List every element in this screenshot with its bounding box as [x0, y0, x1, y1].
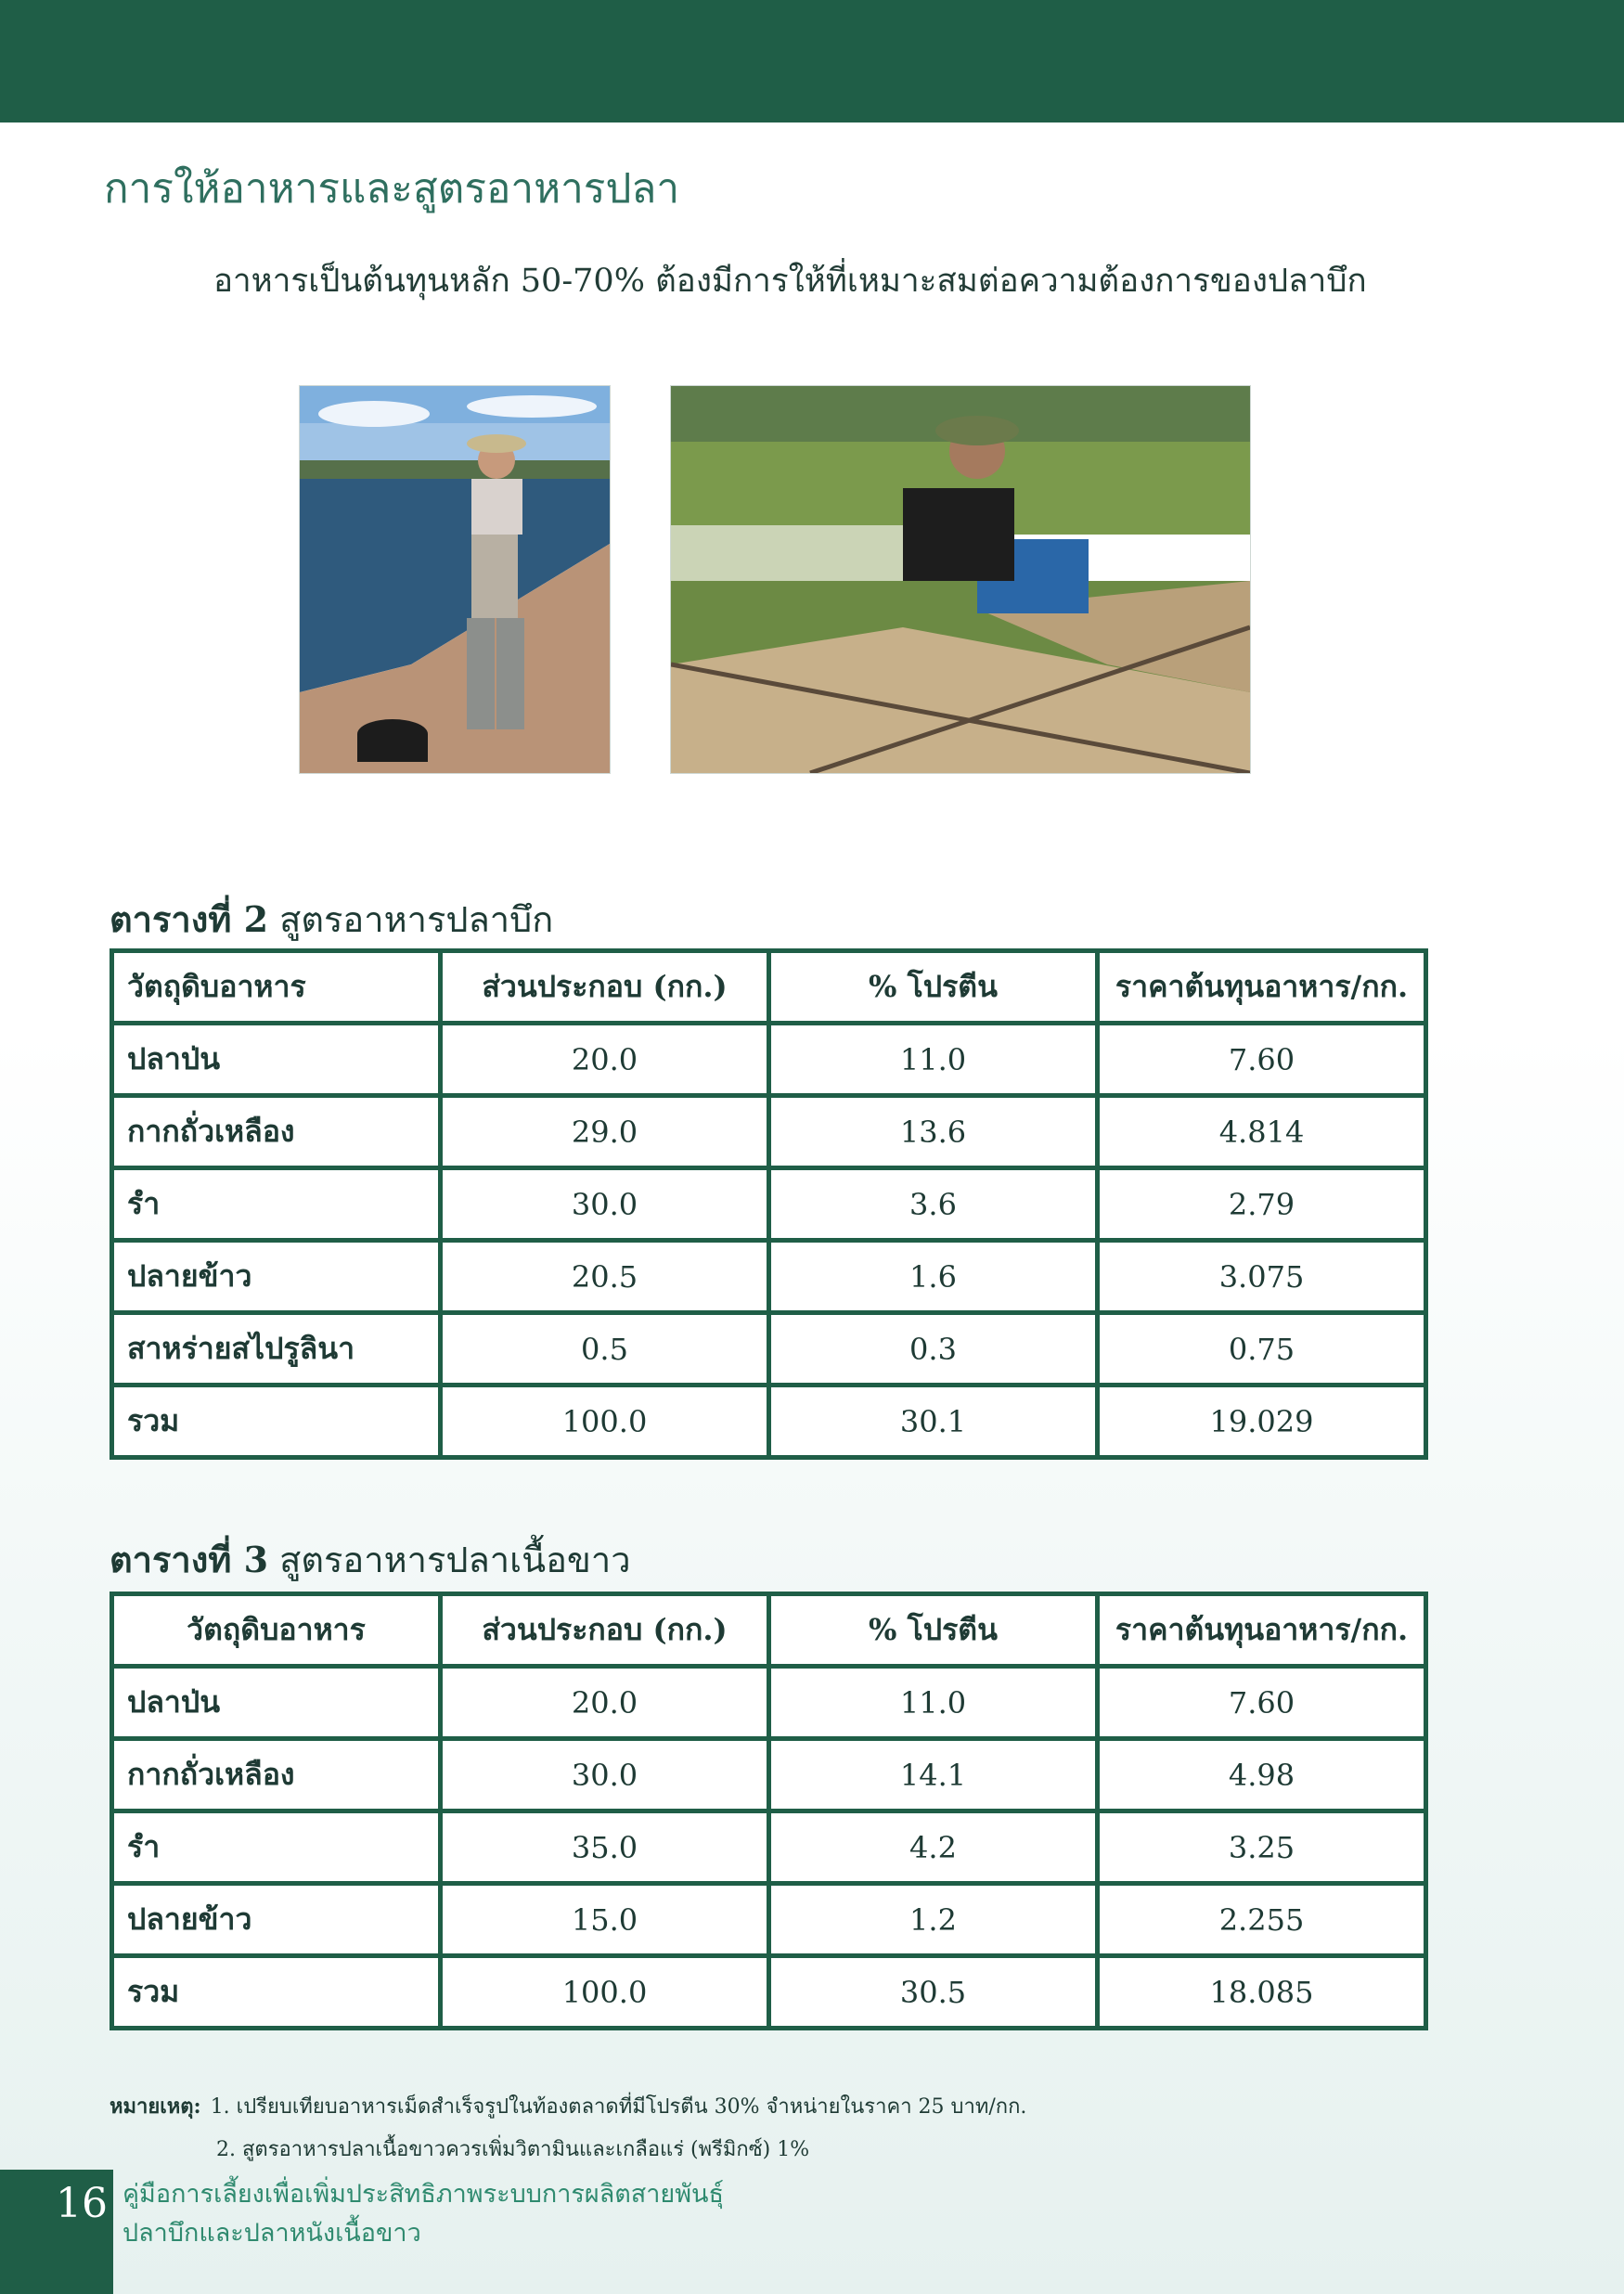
column-header: ส่วนประกอบ (กก.) — [441, 951, 769, 1024]
cost-cell: 2.255 — [1098, 1884, 1426, 1956]
footer-band — [0, 2236, 113, 2294]
cost-cell: 4.98 — [1098, 1739, 1426, 1811]
table-header-row — [112, 1594, 1426, 1667]
table-row — [112, 1313, 1426, 1385]
protein-cell: 3.6 — [769, 1168, 1098, 1241]
table3-caption-number: ตารางที่ 3 — [110, 1539, 269, 1580]
quantity-cell: 29.0 — [441, 1096, 769, 1168]
ingredient-cell: รำ — [112, 1811, 441, 1884]
protein-cell: 30.5 — [769, 1956, 1098, 2029]
intro-lead-text: อาหารเป็นต้นทุนหลัก 50-70% ต้องมีการให้ที่เหมาะสมต่อความต้องการของปลาบึก — [213, 263, 1367, 300]
table-row — [112, 1024, 1426, 1096]
ingredient-cell: ปลาป่น — [112, 1024, 441, 1096]
table-row — [112, 1884, 1426, 1956]
column-header: % โปรตีน — [769, 951, 1098, 1024]
table-row — [112, 1241, 1426, 1313]
table-total-row — [112, 1385, 1426, 1458]
note-text-1: 1. เปรียบเทียบอาหารเม็ดสำเร็จรูปในท้องตลาดที่มีโปรตีน 30% จำหน่ายในราคา 25 บาท/กก. — [210, 2095, 1027, 2119]
cost-cell: 3.075 — [1098, 1241, 1426, 1313]
quantity-cell: 35.0 — [441, 1811, 769, 1884]
protein-cell: 11.0 — [769, 1667, 1098, 1739]
quantity-cell: 30.0 — [441, 1168, 769, 1241]
column-header: % โปรตีน — [769, 1594, 1098, 1667]
footer-booklet-title — [122, 2175, 724, 2253]
table-row — [112, 1739, 1426, 1811]
man-drying-feed-photo — [670, 385, 1251, 774]
cost-cell: 19.029 — [1098, 1385, 1426, 1458]
ingredient-cell: สาหร่ายสไปรูลินา — [112, 1313, 441, 1385]
cost-cell: 2.79 — [1098, 1168, 1426, 1241]
quantity-cell: 20.5 — [441, 1241, 769, 1313]
quantity-cell: 15.0 — [441, 1884, 769, 1956]
table2-caption-text: สูตรอาหารปลาบึก — [279, 899, 554, 940]
quantity-cell: 100.0 — [441, 1385, 769, 1458]
table3-whitefish-feed — [110, 1592, 1428, 2030]
protein-cell: 0.3 — [769, 1313, 1098, 1385]
protein-cell: 4.2 — [769, 1811, 1098, 1884]
table-header-row — [112, 951, 1426, 1024]
ingredient-cell: กากถั่วเหลือง — [112, 1739, 441, 1811]
table-row — [112, 1096, 1426, 1168]
note-line-1 — [110, 2090, 1026, 2122]
column-header: วัตถุดิบอาหาร — [112, 951, 441, 1024]
column-header: ส่วนประกอบ (กก.) — [441, 1594, 769, 1667]
footer-line-1: คู่มือการเลี้ยงเพื่อเพิ่มประสิทธิภาพระบบการผลิตสายพันธุ์ — [122, 2180, 724, 2209]
table2-caption-number: ตารางที่ 2 — [110, 898, 269, 940]
quantity-cell: 0.5 — [441, 1313, 769, 1385]
ingredient-cell: รำ — [112, 1168, 441, 1241]
table3-caption-text: สูตรอาหารปลาเนื้อขาว — [279, 1540, 631, 1580]
cost-cell: 0.75 — [1098, 1313, 1426, 1385]
note-text-2: 2. สูตรอาหารปลาเนื้อขาวควรเพิ่มวิตามินและเกลือแร่ (พรีมิกซ์) 1% — [216, 2138, 810, 2161]
cost-cell: 7.60 — [1098, 1667, 1426, 1739]
page-number: 16 — [0, 2170, 113, 2236]
table-total-row — [112, 1956, 1426, 2029]
cost-cell: 7.60 — [1098, 1024, 1426, 1096]
cost-cell: 4.814 — [1098, 1096, 1426, 1168]
column-header: ราคาต้นทุนอาหาร/กก. — [1098, 951, 1426, 1024]
table3-caption — [110, 1531, 631, 1588]
cost-cell: 3.25 — [1098, 1811, 1426, 1884]
table-row — [112, 1811, 1426, 1884]
table2-caption — [110, 891, 553, 947]
ingredient-cell: ปลายข้าว — [112, 1884, 441, 1956]
quantity-cell: 30.0 — [441, 1739, 769, 1811]
ingredient-cell: ปลายข้าว — [112, 1241, 441, 1313]
section-title: การให้อาหารและสูตรอาหารปลา — [104, 165, 680, 213]
protein-cell: 13.6 — [769, 1096, 1098, 1168]
quantity-cell: 100.0 — [441, 1956, 769, 2029]
man-feeding-pond-photo — [299, 385, 611, 774]
protein-cell: 1.6 — [769, 1241, 1098, 1313]
table-row — [112, 1667, 1426, 1739]
protein-cell: 30.1 — [769, 1385, 1098, 1458]
column-header: วัตถุดิบอาหาร — [112, 1594, 441, 1667]
ingredient-cell: ปลาป่น — [112, 1667, 441, 1739]
protein-cell: 1.2 — [769, 1884, 1098, 1956]
ingredient-cell: รวม — [112, 1385, 441, 1458]
protein-cell: 14.1 — [769, 1739, 1098, 1811]
ingredient-cell: กากถั่วเหลือง — [112, 1096, 441, 1168]
protein-cell: 11.0 — [769, 1024, 1098, 1096]
quantity-cell: 20.0 — [441, 1667, 769, 1739]
quantity-cell: 20.0 — [441, 1024, 769, 1096]
column-header: ราคาต้นทุนอาหาร/กก. — [1098, 1594, 1426, 1667]
ingredient-cell: รวม — [112, 1956, 441, 2029]
table-row — [112, 1168, 1426, 1241]
note-label: หมายเหตุ: — [110, 2094, 201, 2119]
table2-catfish-feed — [110, 948, 1428, 1460]
footer-line-2: ปลาบึกและปลาหนังเนื้อขาว — [122, 2219, 421, 2248]
header-band — [0, 0, 1624, 122]
cost-cell: 18.085 — [1098, 1956, 1426, 2029]
